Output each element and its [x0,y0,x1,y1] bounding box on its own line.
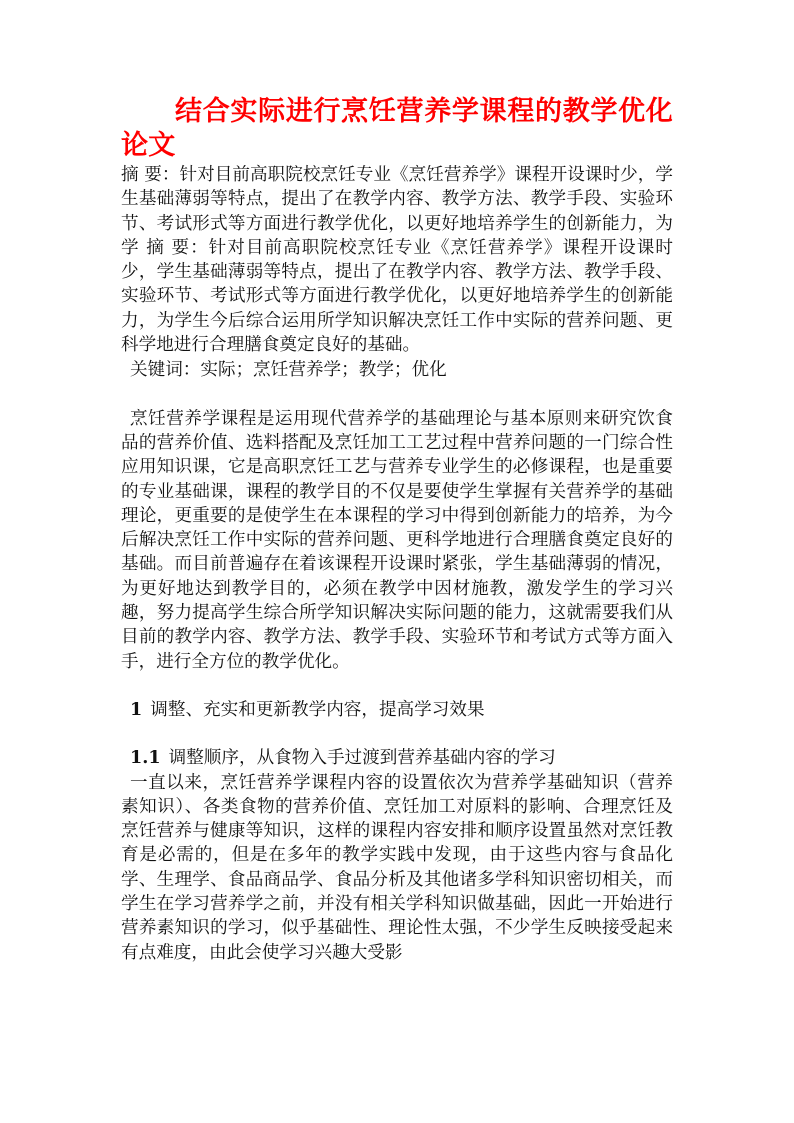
keywords-line: 关键词：实际；烹饪营养学；教学；优化 [130,360,447,381]
body-paragraph: 一直以来，烹饪营养学课程内容的设置依次为营养学基础知识（营养素知识）、各类食物的营养价值、烹饪加工对原料的影响、合理烹饪及烹饪营养与健康等知识，这样的课程内容安排和顺序设置虽然对烹饪教育是必需的，但是在多年的教学实践中发现，由于这些内容与食品化学、生理学、食品商品学、食品分析及其他诸多学科知识密切相关，而学生在学习营养学之前，并没有相关学科知识做基础，因此一开始进行营养素知识的学习，似乎基础性、理论性太强，不少学生反映接受起来有点难度，由此会使学习兴趣大受影 [121,772,673,963]
spacer [121,722,673,746]
section-heading-1-1 [121,746,673,770]
subsection-number: 1.1 [130,747,161,769]
spacer [121,383,673,407]
document-page [121,95,673,965]
section-heading-1 [121,698,673,722]
section-number: 1 [130,698,143,720]
document-title: 结合实际进行烹饪营养学课程的教学优化论文 [121,96,673,161]
spacer [121,674,673,698]
subsection-title: 调整顺序，从食物入手过渡到营养基础内容的学习 [168,748,556,769]
abstract-paragraph: 摘 要：针对目前高职院校烹饪专业《烹饪营养学》课程开设课时少，学生基础薄弱等特点，提出了在教学内容、教学方法、教学手段、实验环节、考试形式等方面进行教学优化，以更好地培养学生的创新能力，为学 摘 要：针对目前高职院校烹饪专业《烹饪营养学》课程开设课时少，学生基础薄弱等特点，提出了在教学内容、教学方法、教学手段、实验环节、考试形式等方面进行教学优化，以更好地培养学生的创新能力，为学生今后综合运用所学知识解决烹饪工作中实际的营养问题、更科学地进行合理膳食奠定良好的基础。 [121,165,673,356]
section-title: 调整、充实和更新教学内容，提高学习效果 [150,699,485,720]
intro-paragraph: 烹饪营养学课程是运用现代营养学的基础理论与基本原则来研究饮食品的营养价值、选料搭配及烹饪加工工艺过程中营养问题的一门综合性应用知识课，它是高职烹饪工艺与营养专业学生的必修课程，也是重要的专业基础课，课程的教学目的不仅是要使学生掌握有关营养学的基础理论，更重要的是使学生在本课程的学习中得到创新能力的培养，为今后解决烹饪工作中实际的营养问题、更科学地进行合理膳食奠定良好的基础。而目前普遍存在着该课程开设课时紧张，学生基础薄弱的情况，为更好地达到教学目的，必须在教学中因材施教，激发学生的学习兴趣，努力提高学生综合所学知识解决实际问题的能力，这就需要我们从目前的教学内容、教学方法、教学手段、实验环节和考试方式等方面入手，进行全方位的教学优化。 [121,408,673,672]
